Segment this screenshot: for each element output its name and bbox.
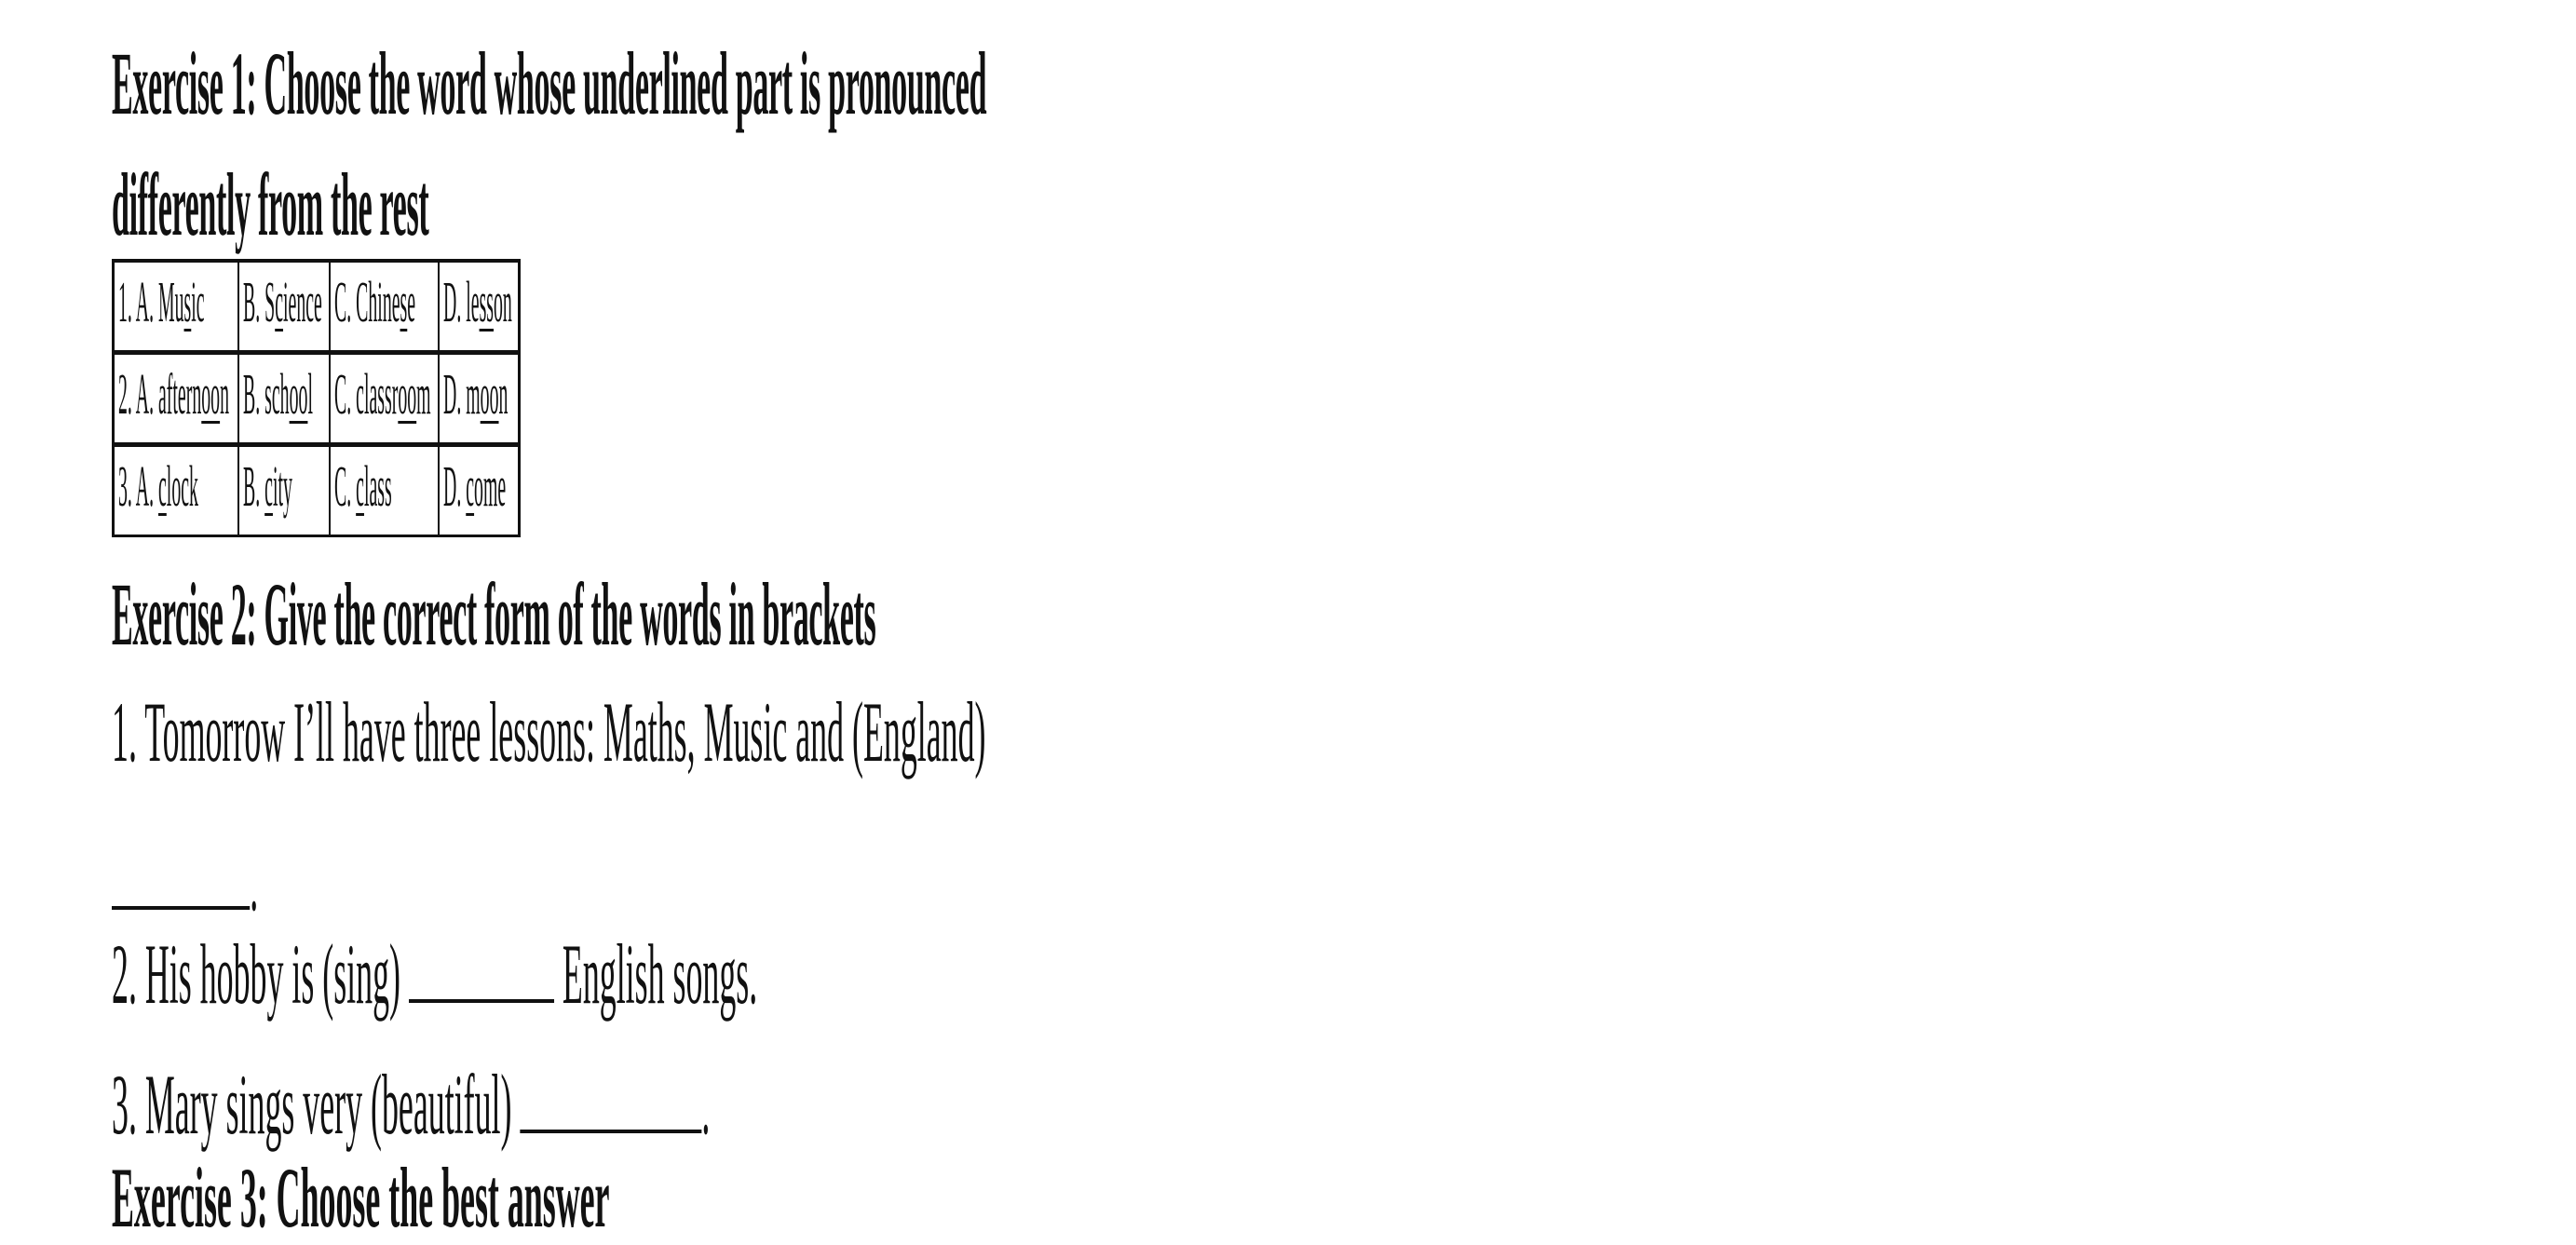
underlined-part: s [400,271,408,334]
option-cell: C. Chinese [330,261,439,353]
option-cell: D. moon [439,353,520,445]
option-cell: 1. A. Music [114,261,239,353]
underlined-part: c [264,455,273,519]
pronunciation-table [112,259,521,537]
worksheet-page [0,0,987,1245]
question-1-answer-line: . [112,838,487,924]
underlined-part: oo [480,363,499,426]
answer-blank-2[interactable] [409,934,554,1003]
option-cell: 2. A. afternoon [114,353,239,445]
option-cell: D. lesson [439,261,520,353]
underlined-part: ss [479,271,495,334]
answer-blank-1[interactable] [112,841,250,910]
exercise-2-title: Exercise 2: Give the correct form of the words in brackets [112,564,876,664]
option-cell: D. come [439,445,520,536]
underlined-part: c [356,455,364,519]
table-row [114,353,520,445]
option-cell: C. classroom [330,353,439,445]
option-cell: B. Science [238,261,330,353]
answer-blank-3[interactable] [520,1064,701,1133]
underlined-part: oo [201,363,221,426]
exercise-1-title-line-1: Exercise 1: Choose the word whose underlined part is pronounced [112,34,987,133]
table-row [114,445,520,536]
underlined-part: oo [289,363,308,426]
question-1: 1. Tomorrow I’ll have three lessons: Maths, Music and (England) [112,684,986,779]
underlined-part: oo [398,363,417,426]
underlined-part: c [466,455,475,519]
option-cell: B. school [238,353,330,445]
underlined-part: c [275,271,283,334]
question-3: 3. Mary sings very (beautiful) . [112,1057,711,1152]
exercise-1-title-line-2: differently from the rest [112,155,429,254]
underlined-part: s [183,271,192,334]
option-cell: C. class [330,445,439,536]
table-row [114,261,520,353]
option-cell: 3. A. clock [114,445,239,536]
exercise-3-title-partial: Exercise 3: Choose the best answer [112,1150,610,1245]
option-cell: B. city [238,445,330,536]
question-2: 2. His hobby is (sing) English songs. [112,927,758,1022]
underlined-part: c [157,455,167,519]
